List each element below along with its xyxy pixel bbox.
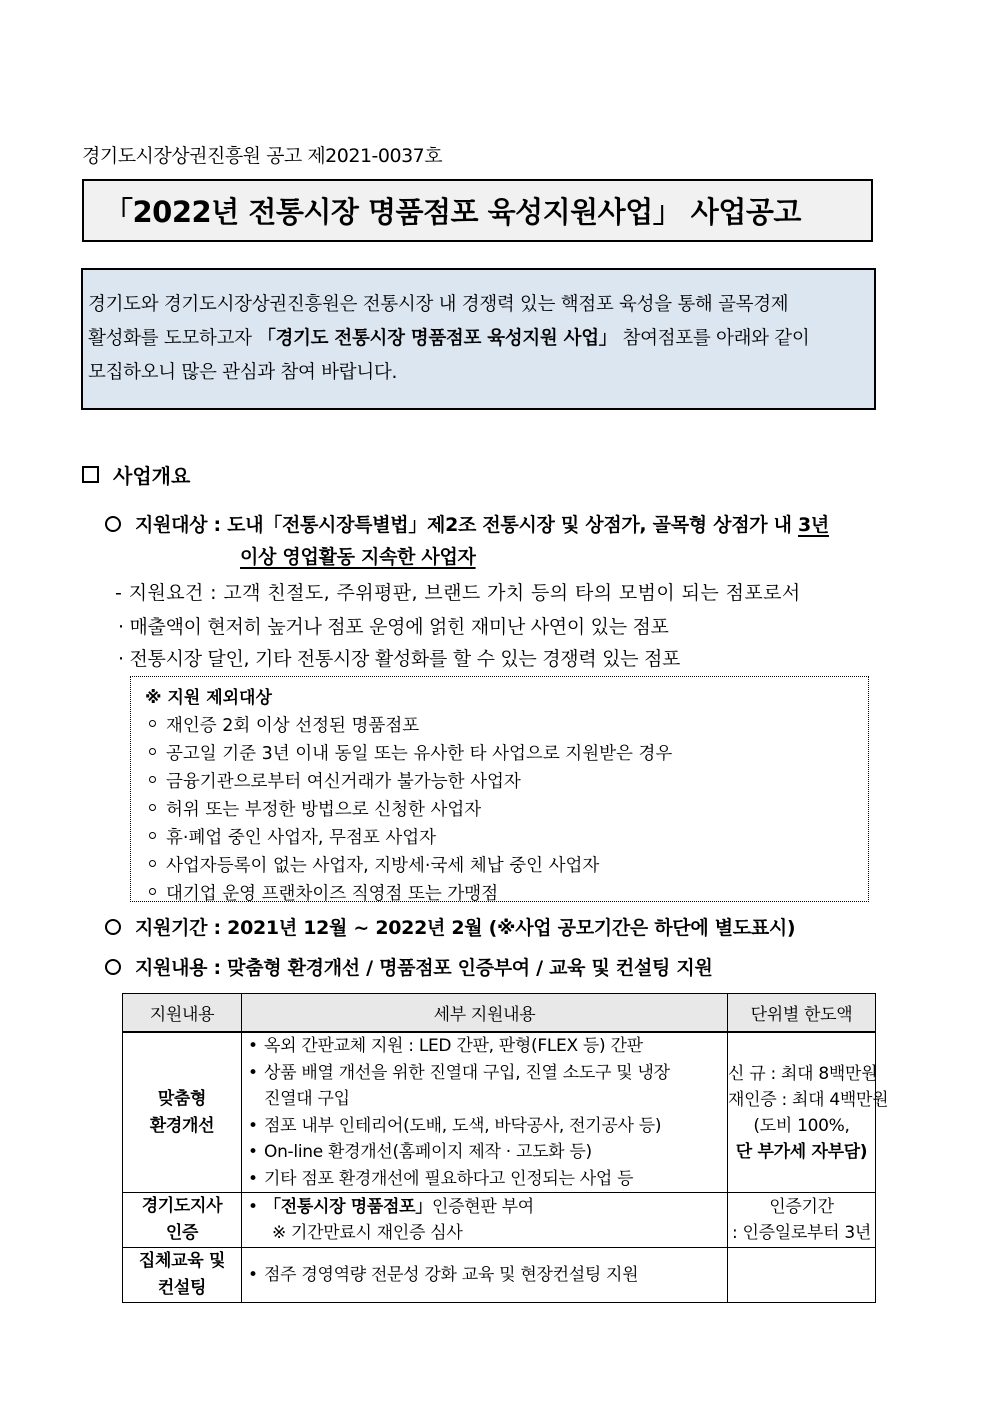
bullet-icon: • xyxy=(248,1142,258,1162)
detail-item xyxy=(242,1113,727,1140)
limit-line: : 인증일로부터 3년 xyxy=(731,1223,871,1243)
dot-bullet-icon xyxy=(149,832,156,839)
category-line: 컨설팅 xyxy=(157,1278,207,1298)
bullet-icon: • xyxy=(248,1036,258,1056)
circle-bullet-icon xyxy=(105,516,121,532)
support-target-line-2 xyxy=(240,542,476,569)
bullet-icon: • xyxy=(248,1115,258,1136)
table-row xyxy=(123,1248,876,1303)
limit-line: 신 규 : 최대 8백만원 xyxy=(728,1063,878,1084)
category-line: 경기도지사 xyxy=(141,1196,223,1216)
exclusion-item xyxy=(149,768,521,793)
requirement-sub-2: · 전통시장 달인, 기타 전통시장 활성화를 할 수 있는 경쟁력 있는 점포 xyxy=(118,648,681,670)
category-line: 집체교육 및 xyxy=(138,1251,226,1271)
table-header: 세부 지원내용 xyxy=(242,994,728,1033)
table-cell-category xyxy=(123,1248,242,1303)
table-header: 단위별 한도액 xyxy=(728,994,876,1033)
detail-text: 옥외 간판교체 지원 : LED 간판, 판형(FLEX 등) 간판 xyxy=(264,1036,643,1056)
intro-box xyxy=(81,268,876,410)
exclusion-item xyxy=(149,852,599,877)
support-target-line-2-text: 이상 영업활동 지속한 사업자 xyxy=(240,546,476,568)
exclusion-item-text: 대기업 운영 프랜차이즈 직영점 또는 가맹점 xyxy=(166,884,499,902)
limit-line: 재인증 : 최대 4백만원 xyxy=(728,1089,889,1110)
intro-line-1: 경기도와 경기도시장상권진흥원은 전통시장 내 경쟁력 있는 핵점포 육성을 통해 골목경제 xyxy=(88,294,789,315)
limit-line: 단 부가세 자부담) xyxy=(735,1141,868,1162)
exclusion-item xyxy=(149,880,498,902)
section-heading-text: 사업개요 xyxy=(113,464,191,488)
dot-bullet-icon xyxy=(149,748,156,755)
exclusion-item-text: 공고일 기준 3년 이내 동일 또는 유사한 타 사업으로 지원받은 경우 xyxy=(166,744,673,764)
support-target xyxy=(105,510,829,537)
detail-note: ※ 기간만료시 재인증 심사 xyxy=(272,1223,463,1243)
intro-line-2-pre: 활성화를 도모하고자 xyxy=(88,328,258,349)
exclusion-title: ※ 지원 제외대상 xyxy=(145,688,272,708)
support-requirement: - 지원요건 : 고객 친절도, 주위평판, 브랜드 가치 등의 타의 모범이 되는 점포로서 xyxy=(115,582,801,604)
support-content xyxy=(105,953,713,980)
circle-bullet-icon xyxy=(105,919,121,935)
detail-item xyxy=(242,1060,727,1087)
detail-item xyxy=(242,1194,727,1221)
table-header: 지원내용 xyxy=(123,994,242,1033)
detail-item xyxy=(242,1033,727,1060)
exclusion-item xyxy=(149,796,481,821)
bullet-icon: • xyxy=(248,1196,258,1217)
support-target-text: 지원대상 : 도내「전통시장특별법」제2조 전통시장 및 상점가, 골목형 상점가 내 xyxy=(135,514,798,536)
detail-text: 점주 경영역량 전문성 강화 교육 및 현장컨설팅 지원 xyxy=(264,1264,639,1285)
dot-bullet-icon xyxy=(149,720,156,727)
table-cell-limit xyxy=(728,1248,876,1303)
support-content-text: 지원내용 : 맞춤형 환경개선 / 명품점포 인증부여 / 교육 및 컨설팅 지원 xyxy=(135,957,713,979)
table-row xyxy=(123,1032,876,1193)
table-cell-category xyxy=(123,1193,242,1248)
detail-text: On-line 환경개선(홈페이지 제작 · 고도화 등) xyxy=(264,1142,592,1162)
detail-text: 점포 내부 인테리어(도배, 도색, 바닥공사, 전기공사 등) xyxy=(264,1115,662,1136)
bullet-icon: • xyxy=(248,1264,258,1285)
category-line: 맞춤형 xyxy=(157,1088,207,1109)
exclusion-item-text: 재인증 2회 이상 선정된 명품점포 xyxy=(166,716,420,736)
dot-bullet-icon xyxy=(149,888,156,895)
section-heading xyxy=(82,460,190,489)
dot-bullet-icon xyxy=(149,804,156,811)
support-period-text: 지원기간 : 2021년 12월 ~ 2022년 2월 (※사업 공모기간은 하단에 별도표시) xyxy=(135,917,796,939)
table-cell-category xyxy=(123,1032,242,1193)
detail-item-continued: 진열대 구입 xyxy=(264,1089,350,1109)
table-cell-details xyxy=(242,1193,728,1248)
limit-line: 인증기간 xyxy=(769,1197,834,1217)
dot-bullet-icon xyxy=(149,776,156,783)
bullet-icon: • xyxy=(248,1062,258,1083)
table-cell-details xyxy=(242,1248,728,1303)
detail-text: 인증현판 부여 xyxy=(432,1196,534,1217)
support-period xyxy=(105,913,795,940)
page-title xyxy=(82,179,873,242)
detail-item xyxy=(242,1166,727,1193)
intro-program-name: 「경기도 전통시장 명품점포 육성지원 사업」 xyxy=(257,328,617,349)
exclusion-item xyxy=(149,712,419,737)
intro-line-2 xyxy=(88,322,869,356)
exclusion-box xyxy=(130,676,869,902)
support-table xyxy=(122,993,889,1303)
intro-line-3: 모집하오니 많은 관심과 참여 바랍니다. xyxy=(88,362,398,383)
table-row xyxy=(123,1193,876,1248)
checkbox-icon xyxy=(82,466,99,483)
circle-bullet-icon xyxy=(105,959,121,975)
table-cell-limit xyxy=(728,1193,876,1248)
category-line: 환경개선 xyxy=(149,1115,215,1136)
detail-text: 기타 점포 환경개선에 필요하다고 인정되는 사업 등 xyxy=(264,1168,634,1189)
notice-number: 경기도시장상권진흥원 공고 제2021-0037호 xyxy=(82,145,443,167)
support-target-underline: 3년 xyxy=(798,514,829,536)
requirement-sub-1: · 매출액이 현저히 높거나 점포 운영에 얽힌 재미난 사연이 있는 점포 xyxy=(118,616,669,638)
intro-line-2-post: 참여점포를 아래와 같이 xyxy=(616,328,810,349)
dot-bullet-icon xyxy=(149,860,156,867)
bullet-icon: • xyxy=(248,1168,258,1189)
limit-line: (도비 100%, xyxy=(753,1115,850,1136)
category-line: 인증 xyxy=(165,1223,199,1243)
detail-item xyxy=(242,1139,727,1166)
detail-bold-text: 「전통시장 명품점포」 xyxy=(264,1196,432,1217)
exclusion-item-text: 사업자등록이 없는 사업자, 지방세·국세 체납 중인 사업자 xyxy=(166,856,600,876)
detail-text: 상품 배열 개선을 위한 진열대 구입, 진열 소도구 및 냉장 xyxy=(264,1062,670,1083)
exclusion-item xyxy=(149,824,436,849)
table-cell-details xyxy=(242,1032,728,1193)
exclusion-item-text: 허위 또는 부정한 방법으로 신청한 사업자 xyxy=(166,800,482,820)
table-cell-limit xyxy=(728,1032,889,1193)
exclusion-item-text: 휴·폐업 중인 사업자, 무점포 사업자 xyxy=(166,828,437,848)
table-header-row xyxy=(123,994,876,1033)
exclusion-item-text: 금융기관으로부터 여신거래가 불가능한 사업자 xyxy=(166,772,521,792)
detail-item xyxy=(242,1262,727,1289)
exclusion-item xyxy=(149,740,672,765)
title-text: 「2022년 전통시장 명품점포 육성지원사업」 사업공고 xyxy=(104,195,801,229)
